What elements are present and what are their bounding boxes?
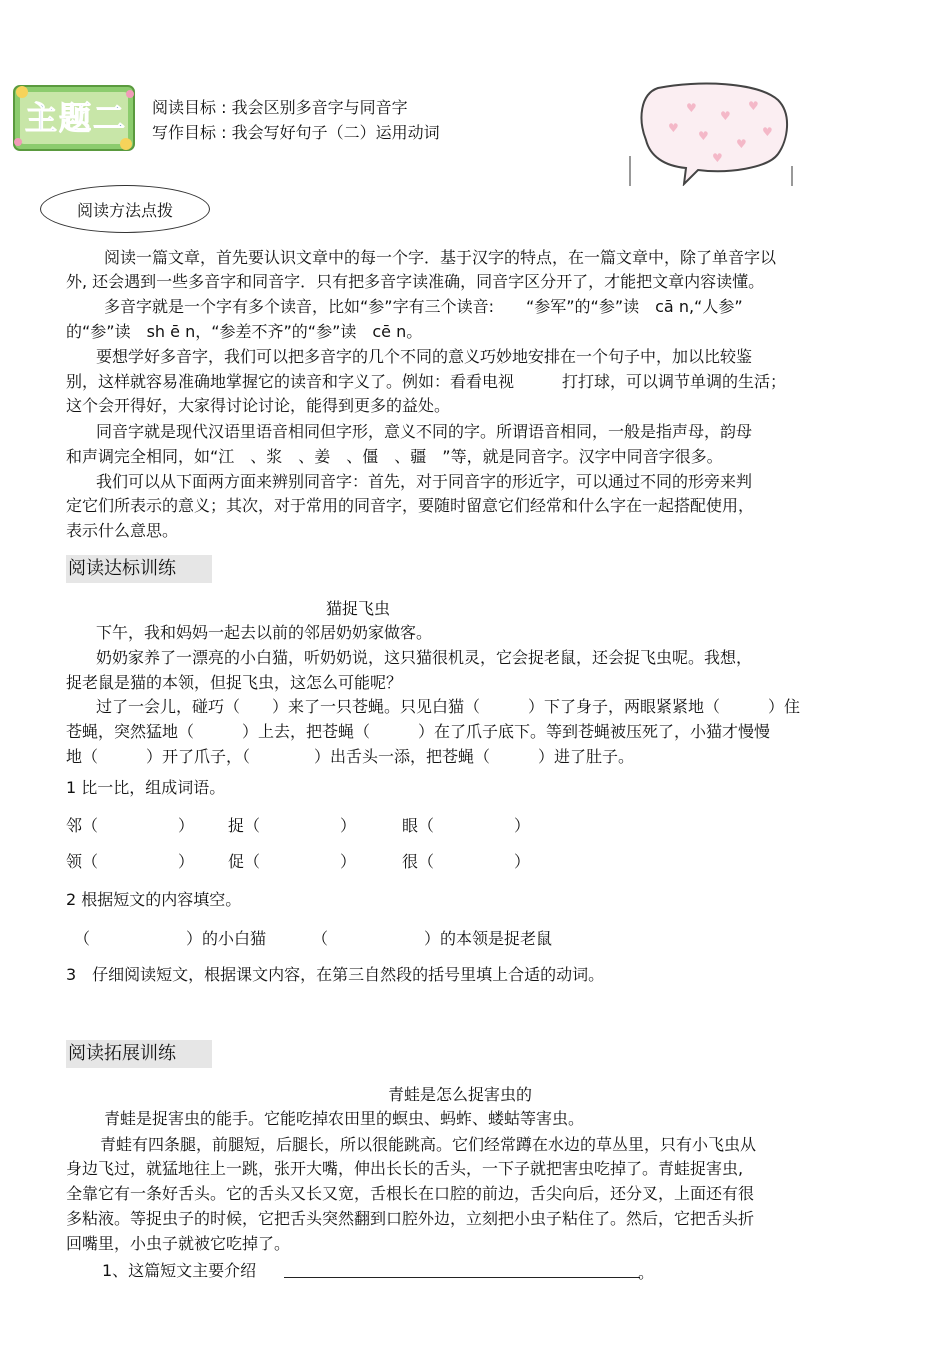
- story1-line-3: 捉老鼠是猫的本领，但捉飞虫，这怎么可能呢？: [66, 673, 403, 692]
- method-line-2: 外, 还会遇到一些多音字和同音字．只有把多音字读准确，同音字区分开了，才能把文章内容读懂。: [66, 272, 765, 291]
- q1-row2-item1[interactable]: 领（ ）: [66, 852, 195, 871]
- story2-line-4: 全靠它有一条好舌头。它的舌头又长又宽，舌根长在口腔的前边，舌尖向后，还分叉，上面还有很: [66, 1184, 755, 1203]
- reading-goal: 阅读目标 : 我会区别多音字与同音字: [152, 98, 408, 117]
- question2-1-end: 。: [638, 1263, 655, 1282]
- question2-1: 1、这篇短文主要介绍: [102, 1261, 257, 1280]
- story1-line-5: 苍蝇，突然猛地（ ）上去，把苍蝇（ ）在了爪子底下。等到苍蝇被压死了，小猫才慢慢: [66, 722, 771, 741]
- story2-line-1: 青蛙是捉害虫的能手。它能吃掉农田里的螟虫、蚂蚱、蝼蛄等害虫。: [104, 1109, 585, 1128]
- story1-line-1: 下午，我和妈妈一起去以前的邻居奶奶家做客。: [96, 623, 433, 642]
- svg-text:♥: ♥: [668, 121, 679, 135]
- section-reading-standard: 阅读达标训练: [66, 555, 212, 583]
- method-line-3: 多音字就是一个字有多个读音，比如“参”字有三个读音: “参军”的“参”读 cā n,“人参”: [104, 297, 743, 316]
- q1-row2-item2[interactable]: 促（ ）: [228, 852, 357, 871]
- speech-bubble-decoration: [628, 80, 794, 186]
- svg-text:♥: ♥: [762, 125, 773, 139]
- story1-line-2: 奶奶家养了一漂亮的小白猫，听奶奶说，这只猫很机灵，它会捉老鼠，还会捉飞虫呢。我想，: [96, 648, 753, 667]
- svg-text:♥: ♥: [748, 99, 759, 113]
- svg-text:♥: ♥: [736, 137, 747, 151]
- question1-3: 3 仔细阅读短文，根据课文内容，在第三自然段的括号里填上合适的动词。: [66, 965, 605, 984]
- svg-text:♥: ♥: [698, 129, 709, 143]
- theme-badge: [12, 82, 137, 154]
- story1-line-4: 过了一会儿，碰巧（ ）来了一只苍蝇。只见白猫（ ）下了身子，两眼紧紧地（ ）住: [96, 697, 801, 716]
- method-line-5: 要想学好多音字，我们可以把多音字的几个不同的意义巧妙地安排在一个句子中，加以比较鉴: [96, 347, 753, 366]
- reading-method-label: [40, 185, 210, 233]
- svg-text:♥: ♥: [720, 109, 731, 123]
- theme-badge-label: 主题二: [24, 99, 127, 137]
- method-line-8: 同音字就是现代汉语里语音相同但字形，意义不同的字。所谓语音相同，一般是指声母，韵母: [96, 422, 753, 441]
- method-line-4: 的“参”读 sh ē n，“参差不齐”的“参”读 cē n。: [66, 322, 423, 341]
- method-line-10: 我们可以从下面两方面来辨别同音字：首先，对于同音字的形近字，可以通过不同的形旁来判: [96, 472, 753, 491]
- svg-text:♥: ♥: [686, 101, 697, 115]
- reading-method-label-text: 阅读方法点拨: [76, 200, 173, 220]
- story2-line-3: 身边飞过，就猛地往上一跳，张开大嘴，伸出长长的舌头，一下子就把害虫吃掉了。青蛙捉害虫,: [66, 1159, 744, 1178]
- method-line-12: 表示什么意思。: [66, 521, 179, 540]
- method-line-6: 别，这样就容易准确地掌握它的读音和字义了。例如：看看电视 打打球，可以调节单调的生活；: [66, 372, 787, 391]
- method-line-9: 和声调完全相同，如“江 、浆 、姜 、僵 、疆 ”等，就是同音字。汉字中同音字很多。: [66, 447, 723, 466]
- question1-2: 2 根据短文的内容填空。: [66, 890, 242, 909]
- story2-line-2: 青蛙有四条腿，前腿短，后腿长，所以很能跳高。它们经常蹲在水边的草丛里，只有小飞虫从: [100, 1135, 757, 1154]
- q1-row1-item3[interactable]: 眼（ ）: [402, 816, 531, 835]
- question1-1: 1 比一比，组成词语。: [66, 778, 226, 797]
- writing-goal: 写作目标 : 我会写好句子（二）运用动词: [152, 123, 440, 142]
- q1-row1-item1[interactable]: 邻（ ）: [66, 816, 195, 835]
- story2-line-6: 回嘴里，小虫子就被它吃掉了。: [66, 1234, 291, 1253]
- q1-row2-item3[interactable]: 很（ ）: [402, 852, 531, 871]
- q2-item2[interactable]: （ ）的本领是捉老鼠: [312, 929, 553, 948]
- section-reading-extension: 阅读拓展训练: [66, 1040, 212, 1068]
- q1-row1-item2[interactable]: 捉（ ）: [228, 816, 357, 835]
- q2-item1[interactable]: （ ）的小白猫: [74, 929, 267, 948]
- story2-title: 青蛙是怎么捉害虫的: [388, 1085, 533, 1104]
- story2-line-5: 多粘液。等捉虫子的时候，它把舌头突然翻到口腔外边，立刻把小虫子粘住了。然后，它把舌头折: [66, 1209, 755, 1228]
- method-line-11: 定它们所表示的意义；其次，对于常用的同音字，要随时留意它们经常和什么字在一起搭配使用，: [66, 496, 755, 515]
- speech-bubble-graphic: [628, 80, 794, 186]
- svg-text:♥: ♥: [712, 151, 723, 165]
- method-line-7: 这个会开得好，大家得讨论讨论，能得到更多的益处。: [66, 396, 451, 415]
- method-line-1: 阅读一篇文章，首先要认识文章中的每一个字．基于汉字的特点，在一篇文章中，除了单音字以: [104, 248, 777, 267]
- story1-title: 猫捉飞虫: [326, 599, 391, 618]
- story1-line-6: 地（ ）开了爪子，（ ）出舌头一添，把苍蝇（ ）进了肚子。: [66, 747, 635, 766]
- answer-blank-line[interactable]: [284, 1277, 640, 1278]
